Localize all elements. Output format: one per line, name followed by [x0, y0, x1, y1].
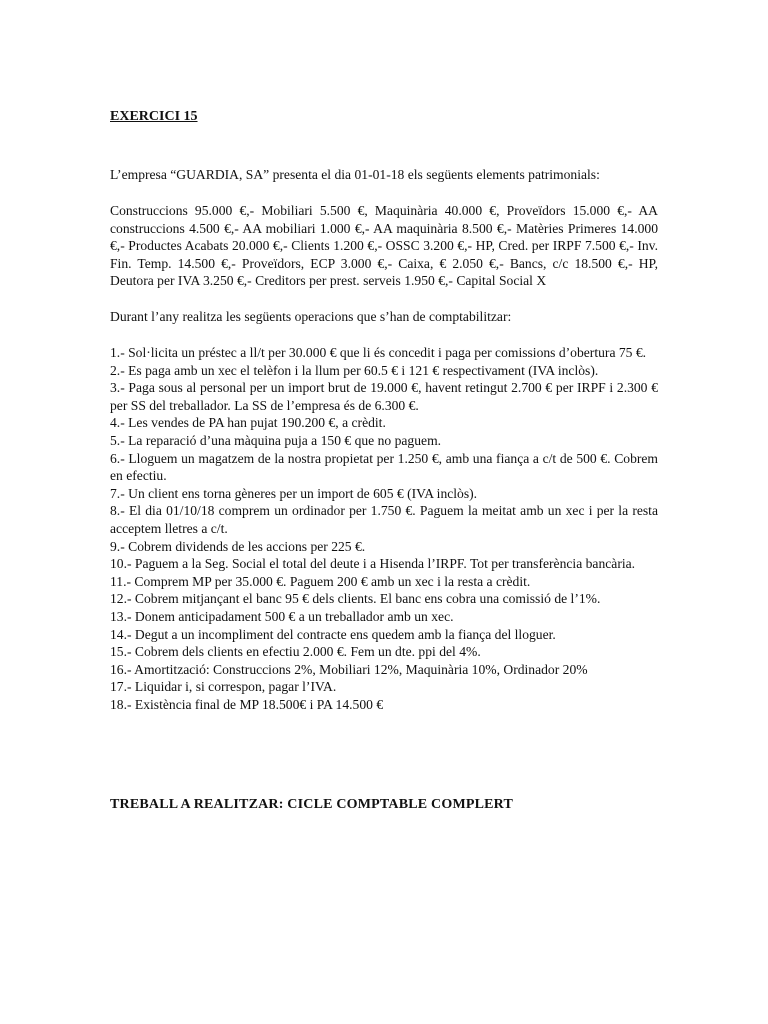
- operation-item-4: 4.- Les vendes de PA han pujat 190.200 €, a crèdit.: [110, 415, 386, 431]
- operation-item-2: 2.- Es paga amb un xec el telèfon i la llum per 60.5 € i 121 € respectivament (IVA inclòs).: [110, 362, 599, 378]
- operation-item-10: 10.- Paguem a la Seg. Social el total del deute i a Hisenda l’IRPF. Tot per transferència bancària.: [110, 556, 636, 572]
- operation-item-9: 9.- Cobrem dividends de les accions per 225 €.: [110, 538, 366, 554]
- operation-item-15: 15.- Cobrem dels clients en efectiu 2.000 €. Fem un dte. ppi del 4%.: [110, 644, 481, 660]
- operation-item-18: 18.- Existència final de MP 18.500€ i PA 14.500 €: [110, 696, 384, 712]
- operation-item-11: 11.- Comprem MP per 35.000 €. Paguem 200 € amb un xec i la resta a crèdit.: [110, 573, 531, 589]
- operations-list: [110, 344, 658, 713]
- intro-paragraph: L’empresa “GUARDIA, SA” presenta el dia 01-01-18 els següents elements patrimonials:: [110, 167, 600, 182]
- operation-item-7: 7.- Un client ens torna gèneres per un import de 605 € (IVA inclòs).: [110, 485, 478, 501]
- exercise-title: EXERCICI 15: [110, 109, 198, 124]
- work-title: TREBALL A REALITZAR: CICLE COMPTABLE COMPLERT: [110, 797, 514, 812]
- operation-item-8: 8.- El dia 01/10/18 comprem un ordinador per 1.750 €. Paguem la meitat amb un xec i per la resta acceptem lletres a c/t.: [110, 503, 658, 536]
- operation-item-14: 14.- Degut a un incompliment del contracte ens quedem amb la fiança del lloguer.: [110, 626, 556, 642]
- operation-item-3: 3.- Paga sous al personal per un import brut de 19.000 €, havent retingut 2.700 € per IRPF i 2.300 € per SS del treballador. La SS de l’empresa és de 6.300 €.: [110, 380, 658, 413]
- operation-item-17: 17.- Liquidar i, si correspon, pagar l’IVA.: [110, 679, 337, 695]
- operation-item-13: 13.- Donem anticipadament 500 € a un treballador amb un xec.: [110, 608, 454, 624]
- operation-item-1: 1.- Sol·licita un préstec a ll/t per 30.000 € que li és concedit i paga per comissions d’obertura 75 €.: [110, 345, 647, 360]
- operations-intro-paragraph: Durant l’any realitza les següents operacions que s’han de comptabilitzar:: [110, 309, 512, 324]
- operation-item-5: 5.- La reparació d’una màquina puja a 150 € que no paguem.: [110, 432, 442, 448]
- operation-item-12: 12.- Cobrem mitjançant el banc 95 € dels clients. El banc ens cobra una comissió de l’1%.: [110, 591, 601, 607]
- operation-item-16: 16.- Amortització: Construccions 2%, Mobiliari 12%, Maquinària 10%, Ordinador 20%: [110, 661, 588, 677]
- patrimonial-elements-paragraph: Construccions 95.000 €,- Mobiliari 5.500 €, Maquinària 40.000 €, Proveïdors 15.000 €,- AA construccions 4.500 €,- AA mobiliari 1.000 €,- AA maquinària 8.500 €,- Matèries Primeres 14.000 €,- Productes Acabats 20.000 €,- Clients 1.200 €,- OSSC 3.200 €,- HP, Cred. per IRPF 7.500 €,- Inv. Fin. Temp. 14.500 €,- Proveïdors, ECP 3.000 €,- Caixa, € 2.050 €,- Bancs, c/c 18.500 €,- HP, Deutora per IVA 3.250 €,- Creditors per prest. serveis 1.950 €,- Capital Social X: [110, 203, 658, 289]
- operation-item-6: 6.- Lloguem un magatzem de la nostra propietat per 1.250 €, amb una fiança a c/t de 500 €. Cobrem en efectiu.: [110, 450, 658, 484]
